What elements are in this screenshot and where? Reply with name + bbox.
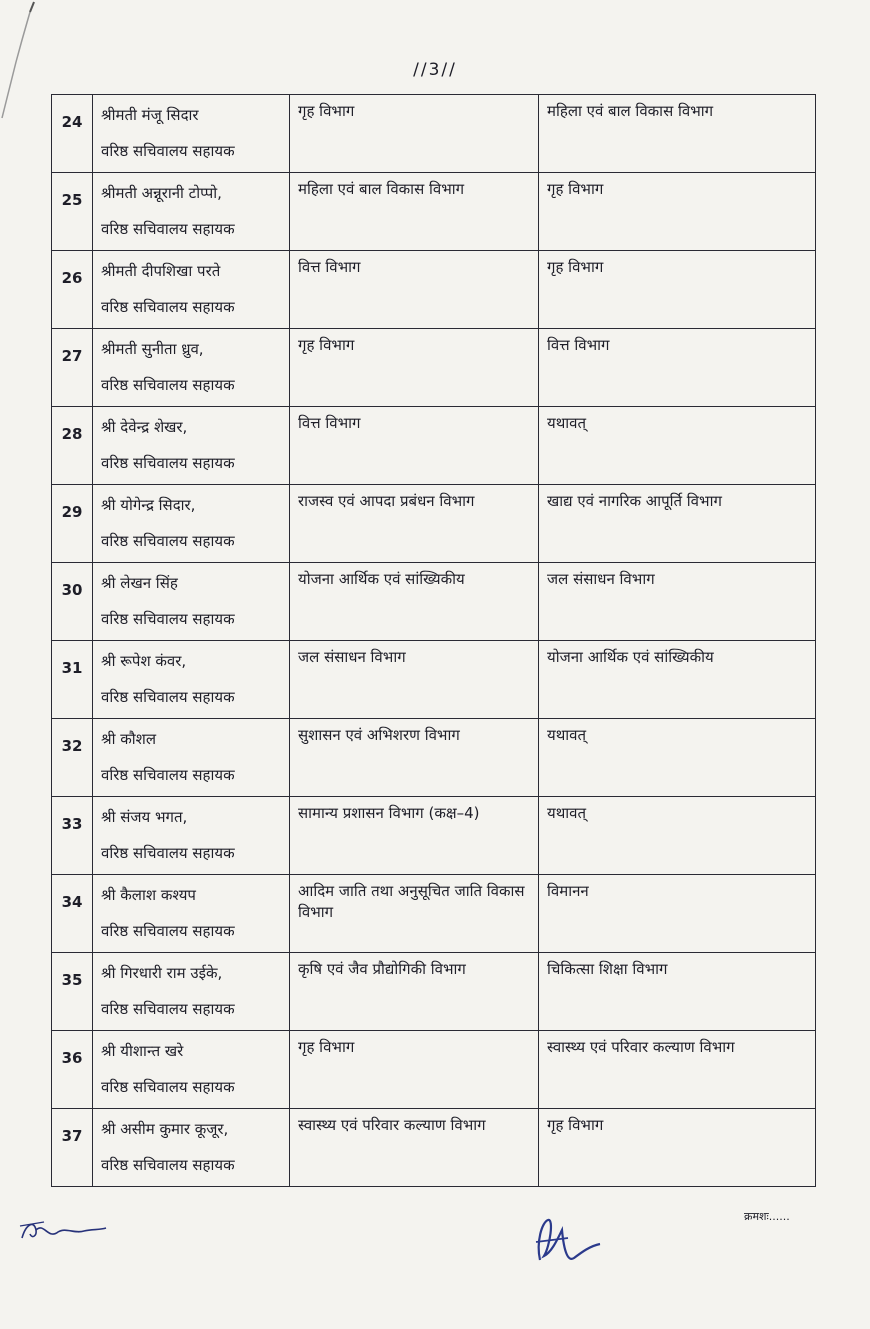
employee-cell [93,329,290,407]
serial-cell [52,875,93,953]
serial-cell [52,95,93,173]
new-department: चिकित्सा शिक्षा विभाग [547,960,668,978]
table-row [52,173,816,251]
serial-cell [52,1109,93,1187]
new-department: वित्त विभाग [547,336,610,354]
employee-cell [93,251,290,329]
serial-cell [52,1031,93,1109]
new-department-cell [539,329,816,407]
current-department-cell [290,407,539,485]
serial-cell [52,563,93,641]
serial-number: 26 [61,269,83,287]
serial-cell [52,329,93,407]
current-department: जल संसाधन विभाग [298,648,406,666]
current-department-cell [290,1109,539,1187]
employee-cell [93,797,290,875]
new-department: गृह विभाग [547,1116,604,1134]
new-department-cell [539,953,816,1031]
employee-name: श्री लेखन सिंह [101,574,178,592]
current-department-cell [290,95,539,173]
table-row [52,641,816,719]
new-department-cell [539,407,816,485]
current-department: गृह विभाग [298,336,355,354]
current-department-cell [290,329,539,407]
employee-designation: वरिष्ठ सचिवालय सहायक [101,376,235,394]
table-row [52,953,816,1031]
new-department: जल संसाधन विभाग [547,570,655,588]
serial-cell [52,173,93,251]
employee-designation: वरिष्ठ सचिवालय सहायक [101,454,235,472]
employee-designation: वरिष्ठ सचिवालय सहायक [101,688,235,706]
new-department-cell [539,251,816,329]
current-department-cell [290,719,539,797]
employee-name: श्री यीशान्त खरे [101,1042,184,1060]
employee-name: श्रीमती सुनीता ध्रुव, [101,340,204,358]
employee-name: श्री कौशल [101,730,157,748]
table-row [52,1109,816,1187]
current-department: सुशासन एवं अभिशरण विभाग [298,726,460,744]
table-row [52,719,816,797]
employee-name: श्री संजय भगत, [101,808,188,826]
new-department-cell [539,1109,816,1187]
signature-left [14,1212,109,1246]
table-row [52,875,816,953]
employee-cell [93,563,290,641]
serial-number: 27 [61,347,83,365]
employee-designation: वरिष्ठ सचिवालय सहायक [101,922,235,940]
employee-designation: वरिष्ठ सचिवालय सहायक [101,298,235,316]
table-row [52,407,816,485]
current-department: गृह विभाग [298,102,355,120]
serial-cell [52,719,93,797]
current-department-cell [290,641,539,719]
new-department-cell [539,641,816,719]
employee-designation: वरिष्ठ सचिवालय सहायक [101,610,235,628]
new-department-cell [539,719,816,797]
new-department: गृह विभाग [547,180,604,198]
serial-number: 30 [61,581,83,599]
current-department: कृषि एवं जैव प्रौद्योगिकी विभाग [298,960,466,978]
employee-designation: वरिष्ठ सचिवालय सहायक [101,844,235,862]
new-department-cell [539,485,816,563]
employee-name: श्री रूपेश कंवर, [101,652,187,670]
serial-cell [52,797,93,875]
table-row [52,329,816,407]
employee-designation: वरिष्ठ सचिवालय सहायक [101,1156,235,1174]
employee-cell [93,485,290,563]
page-number: //3// [413,60,457,80]
new-department: यथावत् [547,414,587,432]
new-department-cell [539,1031,816,1109]
serial-cell [52,407,93,485]
employee-designation: वरिष्ठ सचिवालय सहायक [101,142,235,160]
current-department-cell [290,251,539,329]
current-department: आदिम जाति तथा अनुसूचित जाति विकास विभाग [298,882,525,921]
employee-cell [93,719,290,797]
serial-number: 28 [61,425,83,443]
employee-name: श्रीमती दीपशिखा परते [101,262,221,280]
new-department-cell [539,95,816,173]
employee-name: श्री कैलाश कश्यप [101,886,196,904]
new-department-cell [539,797,816,875]
employee-name: श्रीमती मंजू सिदार [101,106,199,124]
current-department: स्वास्थ्य एवं परिवार कल्याण विभाग [298,1116,486,1134]
table-row [52,563,816,641]
employee-designation: वरिष्ठ सचिवालय सहायक [101,532,235,550]
employee-name: श्रीमती अन्नूरानी टोप्पो, [101,184,222,202]
transfer-table [51,94,816,1187]
current-department: महिला एवं बाल विकास विभाग [298,180,465,198]
current-department: सामान्य प्रशासन विभाग (कक्ष–4) [298,804,480,822]
current-department-cell [290,485,539,563]
employee-cell [93,875,290,953]
employee-cell [93,1109,290,1187]
new-department: स्वास्थ्य एवं परिवार कल्याण विभाग [547,1038,735,1056]
employee-designation: वरिष्ठ सचिवालय सहायक [101,766,235,784]
new-department: यथावत् [547,726,587,744]
table-row [52,1031,816,1109]
serial-number: 37 [61,1127,83,1145]
serial-cell [52,641,93,719]
new-department: यथावत् [547,804,587,822]
serial-number: 32 [61,737,83,755]
new-department: विमानन [547,882,589,900]
employee-cell [93,173,290,251]
serial-number: 36 [61,1049,83,1067]
new-department: गृह विभाग [547,258,604,276]
serial-cell [52,251,93,329]
employee-designation: वरिष्ठ सचिवालय सहायक [101,1000,235,1018]
table-row [52,95,816,173]
new-department-cell [539,173,816,251]
new-department-cell [539,563,816,641]
current-department: वित्त विभाग [298,258,361,276]
new-department: महिला एवं बाल विकास विभाग [547,102,714,120]
current-department: योजना आर्थिक एवं सांख्यिकीय [298,570,465,588]
employee-name: श्री गिरधारी राम उईके, [101,964,223,982]
table-row [52,797,816,875]
serial-number: 34 [61,893,83,911]
employee-designation: वरिष्ठ सचिवालय सहायक [101,220,235,238]
serial-number: 25 [61,191,83,209]
continued-note: क्रमशः...... [744,1210,790,1223]
serial-cell [52,485,93,563]
new-department: खाद्य एवं नागरिक आपूर्ति विभाग [547,492,722,510]
employee-cell [93,1031,290,1109]
current-department-cell [290,173,539,251]
serial-number: 29 [61,503,83,521]
current-department-cell [290,797,539,875]
employee-cell [93,407,290,485]
employee-designation: वरिष्ठ सचिवालय सहायक [101,1078,235,1096]
serial-cell [52,953,93,1031]
employee-cell [93,953,290,1031]
current-department: राजस्व एवं आपदा प्रबंधन विभाग [298,492,475,510]
current-department-cell [290,875,539,953]
new-department: योजना आर्थिक एवं सांख्यिकीय [547,648,714,666]
serial-number: 24 [61,113,83,131]
employee-name: श्री योगेन्द्र सिदार, [101,496,196,514]
current-department: गृह विभाग [298,1038,355,1056]
current-department-cell [290,563,539,641]
employee-cell [93,95,290,173]
serial-number: 33 [61,815,83,833]
current-department: वित्त विभाग [298,414,361,432]
current-department-cell [290,1031,539,1109]
serial-number: 31 [61,659,83,677]
employee-name: श्री देवेन्द्र शेखर, [101,418,188,436]
table-row [52,485,816,563]
table-row [52,251,816,329]
employee-name: श्री असीम कुमार कूजूर, [101,1120,229,1138]
serial-number: 35 [61,971,83,989]
signature-right [528,1212,608,1268]
new-department-cell [539,875,816,953]
employee-cell [93,641,290,719]
current-department-cell [290,953,539,1031]
